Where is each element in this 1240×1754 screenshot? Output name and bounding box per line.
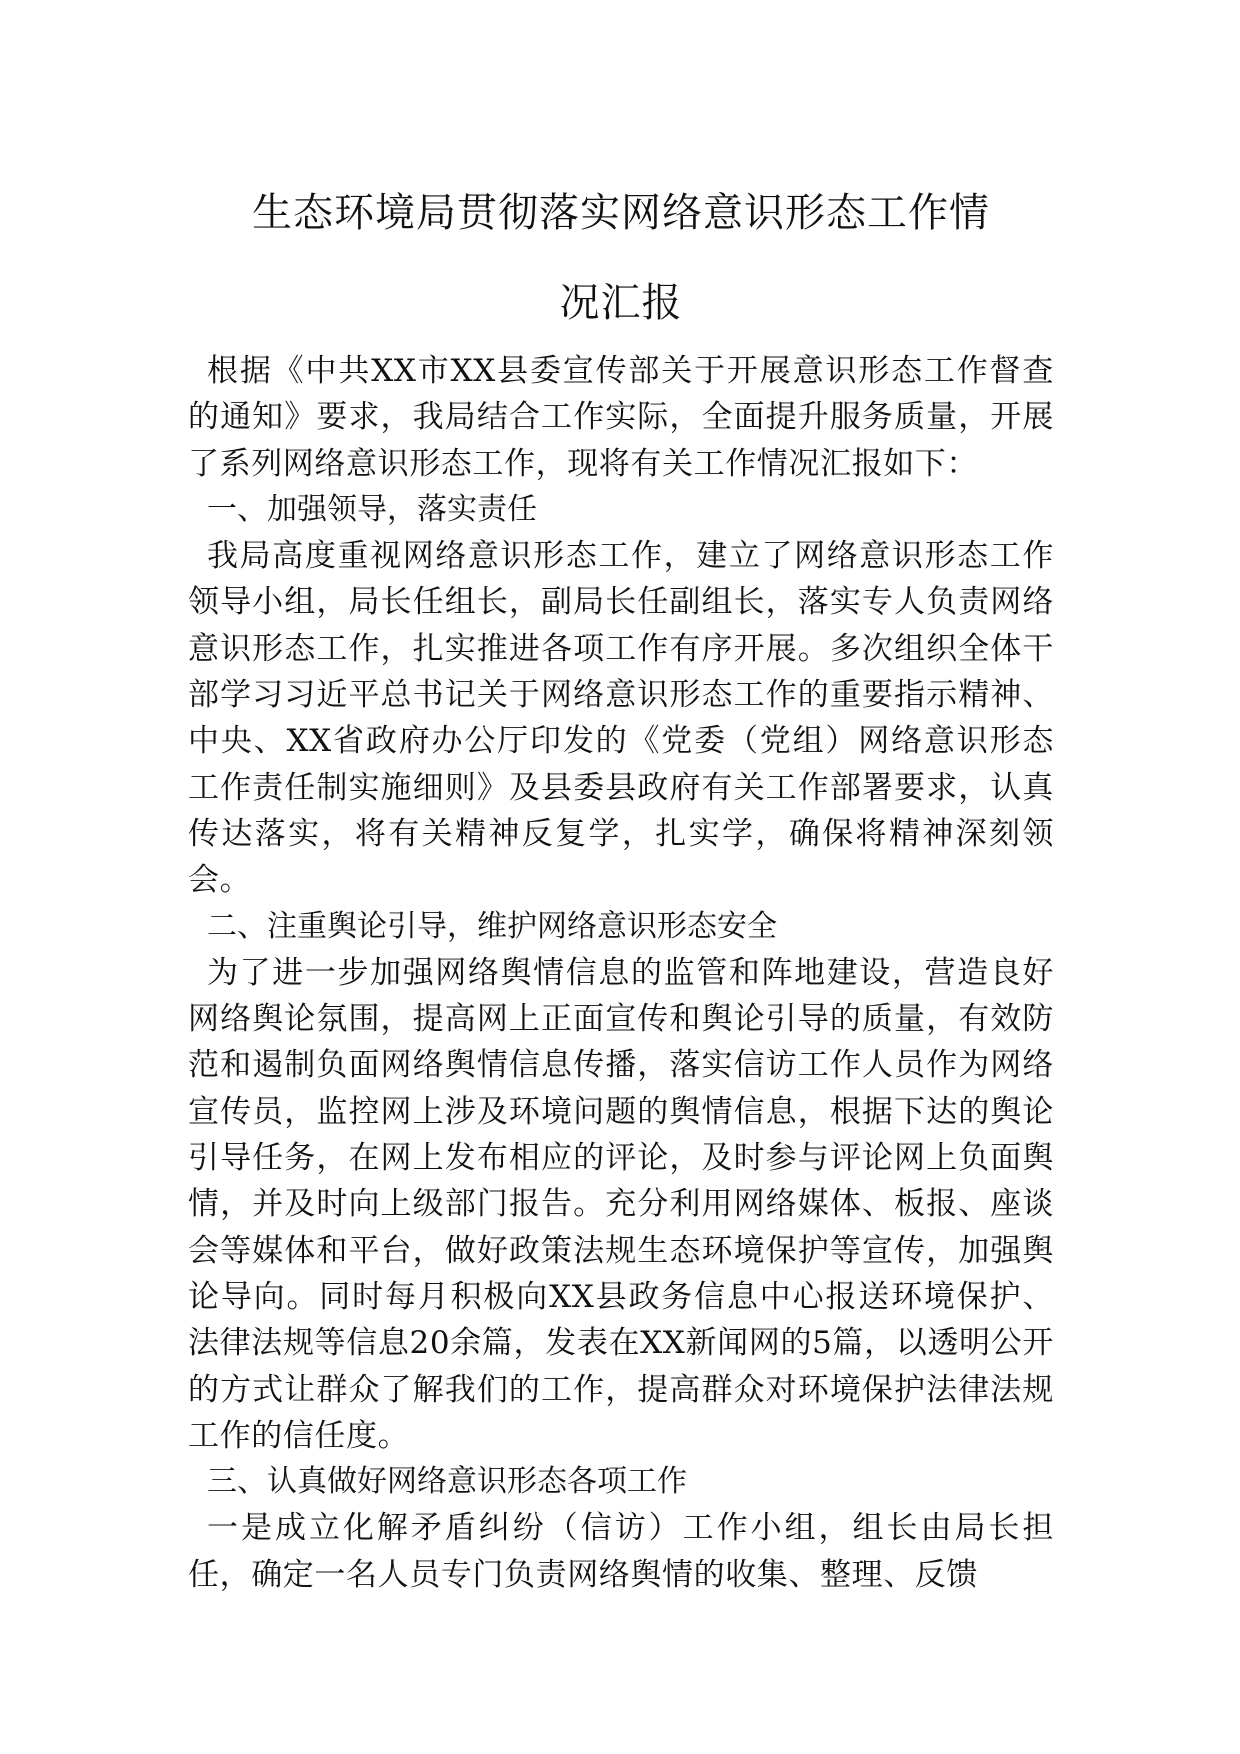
section-1 xyxy=(188,487,1054,904)
section-body: 我局高度重视网络意识形态工作，建立了网络意识形态工作领导小组，局长任组长，副局长任副组长，落实专人负责网络意识形态工作，扎实推进各项工作有序开展。多次组织全体干部学习习近平总书记关于网络意识形态工作的重要指示精神、中央、XX省政府办公厅印发的《党委（党组）网络意识形态工作责任制实施细则》及县委县政府有关工作部署要求，认真传达落实，将有关精神反复学，扎实学，确保将精神深刻领会。 xyxy=(188,538,1054,899)
section-heading: 三、认真做好网络意识形态各项工作 xyxy=(207,1464,687,1500)
section-2 xyxy=(188,904,1054,1460)
title-line-1: 生态环境局贯彻落实网络意识形态工作情 xyxy=(252,190,990,236)
document-title xyxy=(188,168,1054,348)
section-body: 一是成立化解矛盾纠纷（信访）工作小组，组长由局长担任，确定一名人员专门负责网络舆情的收集、整理、反馈 xyxy=(188,1510,1054,1593)
section-body: 为了进一步加强网络舆情信息的监管和阵地建设，营造良好网络舆论氛围，提高网上正面宣传和舆论引导的质量，有效防范和遏制负面网络舆情信息传播，落实信访工作人员作为网络宣传员，监控网上涉及环境问题的舆情信息，根据下达的舆论引导任务，在网上发布相应的评论，及时参与评论网上负面舆情，并及时向上级部门报告。充分利用网络媒体、板报、座谈会等媒体和平台，做好政策法规生态环境保护等宣传，加强舆论导向。同时每月积极向XX县政务信息中心报送环境保护、法律法规等信息20余篇，发表在XX新闻网的5篇，以透明公开的方式让群众了解我们的工作，提高群众对环境保护法律法规工作的信任度。 xyxy=(188,954,1054,1454)
section-3 xyxy=(188,1459,1054,1598)
section-heading: 一、加强领导，落实责任 xyxy=(207,491,537,527)
document-page xyxy=(188,168,1054,1598)
intro-paragraph: 根据《中共XX市XX县委宣传部关于开展意识形态工作督查的通知》要求，我局结合工作实际，全面提升服务质量，开展了系列网络意识形态工作，现将有关工作情况汇报如下： xyxy=(188,353,1054,482)
title-line-2: 况汇报 xyxy=(559,280,683,326)
section-heading: 二、注重舆论引导，维护网络意识形态安全 xyxy=(207,908,777,944)
